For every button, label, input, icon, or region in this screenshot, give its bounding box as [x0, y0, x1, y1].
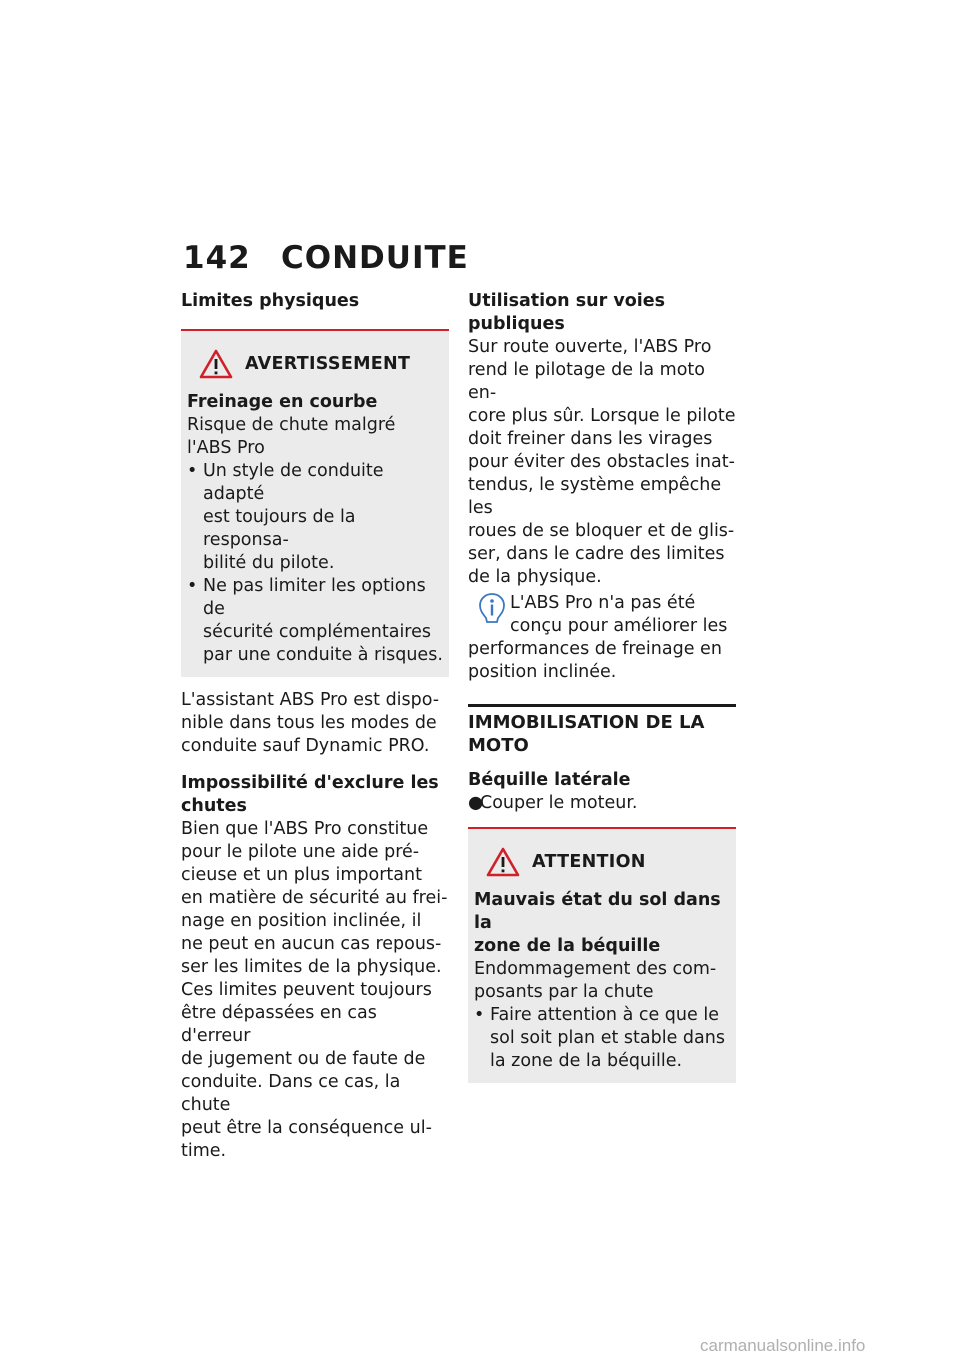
subheading-line: Impossibilité d'exclure les: [181, 773, 439, 793]
step-text: Couper le moteur.: [480, 793, 638, 813]
bullet-dot-icon: •: [187, 576, 198, 596]
info-icon: [478, 592, 506, 624]
attention-risk-line: posants par la chute: [474, 982, 654, 1002]
section-heading-public-roads: Utilisation sur voies publiques: [468, 291, 666, 334]
bullet-line: Ne pas limiter les options de: [203, 576, 426, 619]
bullet-line: Un style de conduite adapté: [203, 461, 384, 504]
public-roads-paragraph: [468, 336, 736, 589]
paragraph-line: conduite sauf Dynamic PRO.: [181, 736, 430, 756]
step-item: [468, 792, 736, 815]
section-title-line: IMMOBILISATION DE LA: [468, 712, 705, 733]
section-immobilisation: [468, 704, 736, 757]
warning-risk-line: l'ABS Pro: [187, 438, 265, 458]
warning-title: Freinage en courbe: [187, 392, 378, 412]
info-note: [468, 592, 736, 684]
paragraph-line: nage en position inclinée, il: [181, 911, 422, 931]
bullet-dot-icon: •: [187, 461, 198, 481]
paragraph-line: core plus sûr. Lorsque le pilote: [468, 406, 736, 426]
paragraph-line: ser, dans le cadre des limites: [468, 544, 725, 564]
chapter-title: CONDUITE: [281, 240, 469, 276]
bullet-line: par une conduite à risques.: [203, 645, 443, 665]
left-column: [181, 290, 449, 1163]
paragraph-line: nible dans tous les modes de: [181, 713, 437, 733]
step-dot-icon: ●: [468, 793, 484, 813]
paragraph-line: pour le pilote une aide pré-: [181, 842, 420, 862]
subheading-crash-exclusion: [181, 772, 449, 818]
info-line: L'ABS Pro n'a pas été: [510, 593, 696, 613]
bullet-line: est toujours de la responsa-: [203, 507, 356, 550]
section-heading-physical-limits: Limites physiques: [181, 291, 360, 311]
warning-triangle-icon: [199, 349, 233, 379]
bullet-dot-icon: •: [474, 1005, 485, 1025]
info-line: conçu pour améliorer les: [510, 616, 728, 636]
paragraph-line: conduite. Dans ce cas, la chute: [181, 1072, 401, 1115]
attention-title: zone de la béquille: [474, 936, 661, 956]
subheading-side-stand: Béquille latérale: [468, 770, 631, 790]
warning-box: [181, 329, 449, 677]
paragraph-line: Sur route ouverte, l'ABS Pro: [468, 337, 712, 357]
warning-bullet: [187, 460, 443, 575]
attention-bullet: [474, 1004, 730, 1073]
watermark: carmanualsonline.info: [700, 1336, 866, 1355]
paragraph-line: cieuse et un plus important: [181, 865, 422, 885]
subheading-line: chutes: [181, 796, 247, 816]
attention-header: [474, 847, 730, 877]
physics-limits-paragraph: [181, 818, 449, 1163]
bullet-line: la zone de la béquille.: [490, 1051, 683, 1071]
paragraph-line: peut être la conséquence ul-: [181, 1118, 432, 1138]
paragraph-line: en matière de sécurité au frei-: [181, 888, 448, 908]
paragraph-line: être dépassées en cas d'erreur: [181, 1003, 377, 1046]
paragraph-line: roues de se bloquer et de glis-: [468, 521, 735, 541]
bullet-line: sol soit plan et stable dans: [490, 1028, 725, 1048]
abs-availability-paragraph: [181, 689, 449, 758]
warning-header: [187, 349, 443, 379]
attention-risk-line: Endommagement des com-: [474, 959, 717, 979]
paragraph-line: L'assistant ABS Pro est dispo-: [181, 690, 440, 710]
paragraph-line: Ces limites peuvent toujours: [181, 980, 432, 1000]
attention-label: ATTENTION: [532, 852, 646, 872]
right-column: [468, 290, 736, 1083]
paragraph-line: tendus, le système empêche les: [468, 475, 722, 518]
warning-triangle-icon: [486, 847, 520, 877]
info-line: position inclinée.: [468, 662, 617, 682]
paragraph-line: rend le pilotage de la moto en-: [468, 360, 706, 403]
attention-title: Mauvais état du sol dans la: [474, 890, 721, 933]
paragraph-line: de jugement ou de faute de: [181, 1049, 426, 1069]
warning-risk-line: Risque de chute malgré: [187, 415, 396, 435]
paragraph-line: de la physique.: [468, 567, 602, 587]
paragraph-line: ne peut en aucun cas repous-: [181, 934, 442, 954]
page-number: 142: [183, 240, 251, 276]
warning-bullet: [187, 575, 443, 667]
paragraph-line: doit freiner dans les virages: [468, 429, 713, 449]
paragraph-line: time.: [181, 1141, 227, 1161]
warning-label: AVERTISSEMENT: [245, 354, 411, 374]
paragraph-line: pour éviter des obstacles inat-: [468, 452, 735, 472]
paragraph-line: ser les limites de la physique.: [181, 957, 442, 977]
page-header: [183, 240, 469, 276]
attention-box: [468, 827, 736, 1083]
paragraph-line: Bien que l'ABS Pro constitue: [181, 819, 429, 839]
bullet-line: Faire attention à ce que le: [490, 1005, 719, 1025]
section-title-line: MOTO: [468, 735, 529, 756]
bullet-line: bilité du pilote.: [203, 553, 335, 573]
bullet-line: sécurité complémentaires: [203, 622, 432, 642]
info-line: performances de freinage en: [468, 639, 722, 659]
